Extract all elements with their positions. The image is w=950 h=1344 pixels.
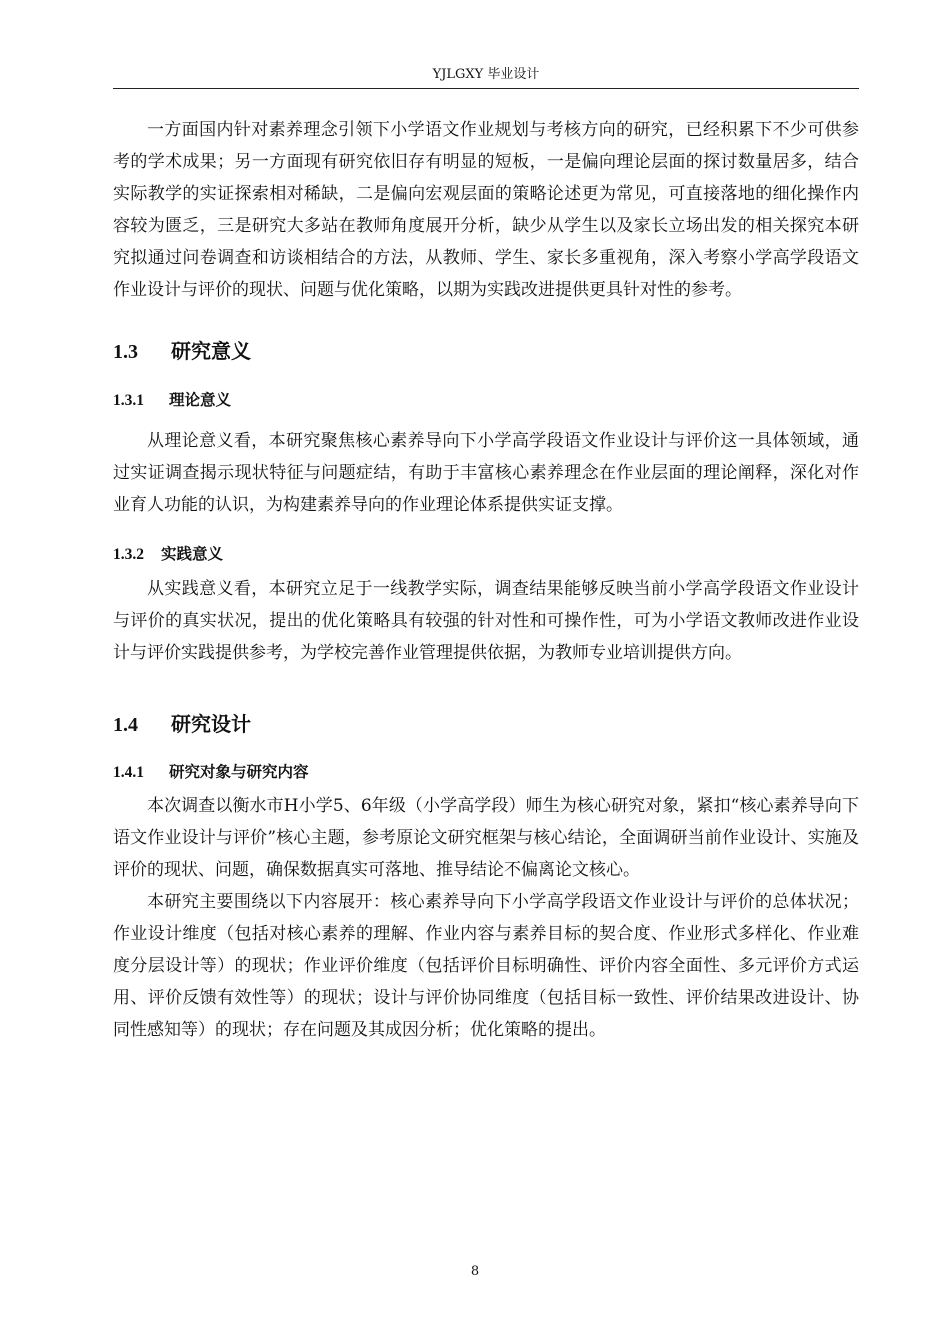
subsection-heading-1-3-1 xyxy=(113,385,859,416)
research-content-paragraph: 本研究主要围绕以下内容展开：核心素养导向下小学高学段语文作业设计与评价的总体状况；作业设计维度（包括对核心素养的理解、作业内容与素养目标的契合度、作业形式多样化、作业难度分层设计等）的现状；作业评价维度（包括评价目标明确性、评价内容全面性、多元评价方式运用、评价反馈有效性等）的现状；设计与评价协同维度（包括目标一致性、评价结果改进设计、协同性感知等）的现状；存在问题及其成因分析；优化策略的提出。 xyxy=(113,892,859,1040)
subsection-title: 研究对象与研究内容 xyxy=(169,763,309,781)
subsection-number: 1.4.1 xyxy=(113,764,144,781)
subsection-number: 1.3.2 xyxy=(113,546,144,563)
subsection-title: 实践意义 xyxy=(161,545,224,563)
theory-significance-paragraph: 从理论意义看，本研究聚焦核心素养导向下小学高学段语文作业设计与评价这一具体领域，通过实证调查揭示现状特征与问题症结，有助于丰富核心素养理念在作业层面的理论阐释，深化对作业育人功能的认识，为构建素养导向的作业理论体系提供实证支撑。 xyxy=(113,431,859,515)
intro-paragraph: 一方面国内针对素养理念引领下小学语文作业规划与考核方向的研究，已经积累下不少可供参考的学术成果；另一方面现有研究依旧存有明显的短板，一是偏向理论层面的探讨数量居多，结合实际教学的实证探索相对稀缺，二是偏向宏观层面的策略论述更为常见，可直接落地的细化操作内容较为匮乏，三是研究大多站在教师角度展开分析，缺少从学生以及家长立场出发的相关探究本研究拟通过问卷调查和访谈相结合的方法，从教师、学生、家长多重视角，深入考察小学高学段语文作业设计与评价的现状、问题与优化策略，以期为实践改进提供更具针对性的参考。 xyxy=(113,120,859,300)
research-object-paragraph: 本次调查以衡水市H小学5、6年级（小学高学段）师生为核心研究对象，紧扣“核心素养导向下语文作业设计与评价”核心主题，参考原论文研究框架与核心结论，全面调研当前作业设计、实施及评价的现状、问题，确保数据真实可落地、推导结论不偏离论文核心。 xyxy=(113,796,859,880)
subsection-title: 理论意义 xyxy=(169,391,232,409)
section-number: 1.4 xyxy=(113,714,138,736)
section-heading-1-4 xyxy=(113,708,859,741)
section-title: 研究设计 xyxy=(171,712,251,736)
page-number: 8 xyxy=(470,1264,480,1279)
section-heading-1-3 xyxy=(113,335,859,368)
subsection-heading-1-4-1 xyxy=(113,757,859,788)
page-body xyxy=(113,114,859,1046)
section-title: 研究意义 xyxy=(171,339,251,363)
subsection-number: 1.3.1 xyxy=(113,392,144,409)
practice-significance-paragraph: 从实践意义看，本研究立足于一线教学实际，调查结果能够反映当前小学高学段语文作业设计与评价的真实状况，提出的优化策略具有较强的针对性和可操作性，可为小学语文教师改进作业设计与评价实践提供参考，为学校完善作业管理提供依据，为教师专业培训提供方向。 xyxy=(113,579,859,663)
section-number: 1.3 xyxy=(113,341,138,363)
page-header: YJLGXY 毕业设计 xyxy=(113,62,859,89)
subsection-heading-1-3-2 xyxy=(113,539,859,570)
